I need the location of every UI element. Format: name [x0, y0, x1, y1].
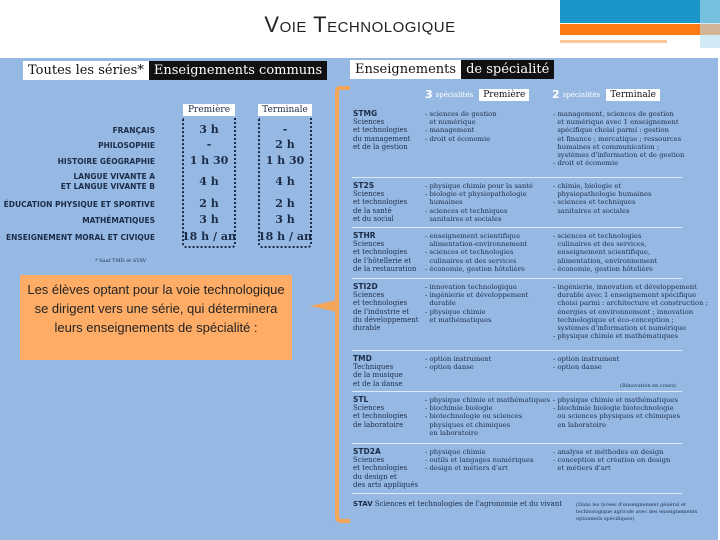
- premiere-specialties: - physique chimie et mathématiques - biochimie biologie - biotechnologie ou sciences physiques et chimiques en laboratoire: [425, 396, 550, 437]
- series-name: Sciences et technologies de l'industrie et du développement durable: [353, 291, 419, 333]
- row-divider: [352, 177, 682, 178]
- terminale-specialties: - option instrument - option danse: [553, 355, 620, 372]
- row-divider: [352, 278, 682, 279]
- common-subject: LANGUE VIVANTE A ET LANGUE VIVANTE B: [60, 172, 155, 191]
- series-code: STI2D: [353, 282, 378, 291]
- series-code: TMD: [353, 354, 372, 363]
- series-name: Sciences et technologies du design et des arts appliqués: [353, 456, 418, 489]
- arrow-left-icon: [310, 300, 337, 312]
- series-name: Sciences et technologies du management et de la gestion: [353, 118, 411, 151]
- common-subject: ÉDUCATION PHYSIQUE ET SPORTIVE: [3, 200, 155, 209]
- premiere-hours: 2 h: [199, 197, 219, 210]
- series-code: STL: [353, 395, 369, 404]
- series-code: STD2A: [353, 447, 381, 456]
- terminale-hours: 1 h 30: [265, 154, 305, 167]
- premiere-hours: 4 h: [199, 175, 219, 188]
- terminale-hours: 18 h / an: [258, 230, 312, 243]
- premiere-hours: 1 h 30: [189, 154, 229, 167]
- terminale-hours: 4 h: [275, 175, 295, 188]
- terminale-hours: 2 h: [275, 197, 295, 210]
- p-word: spécialités: [435, 90, 474, 99]
- common-subject: MATHÉMATIQUES: [82, 216, 155, 225]
- premiere-hours: 3 h: [199, 123, 219, 136]
- series-code: STHR: [353, 231, 376, 240]
- series-code: STMG: [353, 109, 378, 118]
- t-word: spécialités: [562, 90, 601, 99]
- premiere-specialties: - enseignement scientifique alimentation-environnement - sciences et technologies culinaires et des services - économie, gestion hôtelière: [425, 232, 528, 273]
- terminale-hours: 3 h: [275, 213, 295, 226]
- terminale-specialties: - ingénierie, innovation et développement durable avec 1 enseignement spécifique choisi parmi : architecture et construction ; énergies et environnement ; innovation technologique et éco-conception ; systèmes d'information et numérique - physique chimie et mathématiques: [553, 283, 708, 341]
- common-header-a: Toutes les séries*: [23, 61, 149, 80]
- common-header: [23, 61, 327, 80]
- bracket-line: [337, 88, 350, 521]
- premiere-specialties: - physique chimie - outils et langages numériques - design et métiers d'art: [425, 448, 534, 473]
- stav-name: Sciences et technologies de l'agronomie et du vivant: [374, 500, 563, 508]
- spec-header-b: de spécialité: [461, 60, 554, 79]
- series-name: Techniques de la musique et de la danse: [353, 363, 403, 388]
- tmd-note: (Rénovation en cours): [620, 383, 676, 389]
- common-subject: PHILOSOPHIE: [98, 141, 155, 150]
- series-sti2d: [353, 283, 428, 332]
- terminale-specialties: - physique chimie et mathématiques - biochimie biologie biotechnologie ou sciences physiques et chimiques en laboratoire: [553, 396, 681, 429]
- series-code: ST2S: [353, 181, 375, 190]
- callout-box: Les élèves optant pour la voie technologique se dirigent vers une série, qui déterminera leurs enseignements de spécialité :: [20, 275, 292, 360]
- terminale-specialties: - chimie, biologie et physiopathologie humaines - sciences et techniques sanitaires et sociales: [553, 182, 652, 215]
- terminale-specialties: - management, sciences de gestion et numérique avec 1 enseignement spécifique choisi parmi : gestion et finance ; mercatique ; ressources humaines et communication ; systèmes d'information et de gestion - droit et économie: [553, 110, 685, 168]
- common-subject: ENSEIGNEMENT MORAL ET CIVIQUE: [5, 233, 155, 242]
- terminale-specialties: - sciences et technologies culinaires et des services, enseignement scientifique, alimentation, environnement - économie, gestion hôtelière: [553, 232, 658, 273]
- series-tmd: [353, 355, 428, 388]
- bracket-arrow: [300, 80, 360, 530]
- p-tag: Première: [479, 89, 529, 101]
- stav-row: [353, 500, 562, 508]
- row-divider: [352, 443, 682, 444]
- premiere-hours: 3 h: [199, 213, 219, 226]
- series-name: Sciences et technologies de laboratoire: [353, 404, 408, 429]
- stav-code: STAV: [353, 500, 373, 508]
- premiere-specialties: - innovation technologique - ingénierie et développement durable - physique chimie et mathématiques: [425, 283, 529, 324]
- series-std2a: [353, 448, 428, 489]
- premiere-specialties: - option instrument - option danse: [425, 355, 492, 372]
- t-count: 2: [552, 88, 560, 101]
- common-header-b: Enseignements communs: [149, 61, 327, 80]
- spec-header-a: Enseignements: [350, 60, 461, 79]
- premiere-specialties: - physique chimie pour la santé - biologie et physiopathologie humaines - sciences et techniques sanitaires et sociales: [425, 182, 534, 223]
- spec-header: [350, 60, 554, 79]
- common-subject: FRANÇAIS: [112, 126, 155, 135]
- series-name: Sciences et technologies de l'hôtellerie et de la restauration: [353, 240, 417, 273]
- col-premiere: Première: [183, 104, 235, 116]
- series-stl: [353, 396, 428, 429]
- t-tag: Terminale: [606, 89, 660, 101]
- terminale-hours: 2 h: [275, 138, 295, 151]
- row-divider: [352, 391, 682, 392]
- stav-note: (Dans les lycées d'enseignement général et technologique agricole avec des enseignements optionnels spécifiques): [576, 502, 698, 522]
- decor-line: [560, 40, 667, 43]
- row-divider: [352, 493, 682, 494]
- premiere-specialties: - sciences de gestion et numérique - management - droit et économie: [425, 110, 497, 143]
- series-st2s: [353, 182, 428, 223]
- slide-title: Voie Technologique: [264, 12, 456, 37]
- premiere-hours: 18 h / an: [182, 230, 236, 243]
- premiere-spec-header: [425, 88, 529, 101]
- terminale-hours: -: [282, 123, 288, 136]
- footnote: * Sauf TMD et STAV: [95, 258, 147, 264]
- col-terminale: Terminale: [258, 104, 312, 116]
- terminale-spec-header: [552, 88, 660, 101]
- common-subject: HISTOIRE GÉOGRAPHIE: [57, 157, 155, 166]
- terminale-specialties: - analyse et méthodes en design - conception et création en design et métiers d'art: [553, 448, 671, 473]
- series-sthr: [353, 232, 428, 273]
- series-name: Sciences et technologies de la santé et du social: [353, 190, 408, 223]
- p-count: 3: [425, 88, 433, 101]
- premiere-hours: -: [206, 138, 212, 151]
- row-divider: [352, 350, 682, 351]
- row-divider: [352, 227, 682, 228]
- series-stmg: [353, 110, 428, 151]
